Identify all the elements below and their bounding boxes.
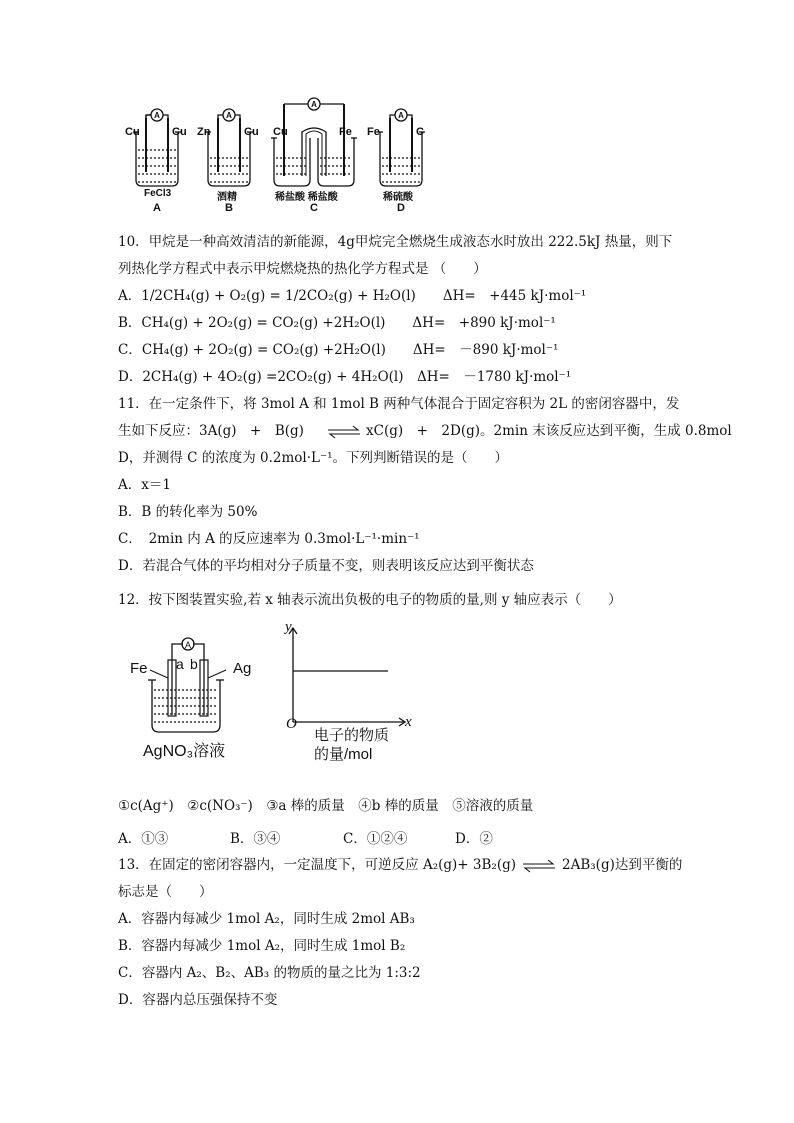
q10-option-d: D．2CH₄(g) + 4O₂(g) =2CO₂(g) + 4H₂O(l) ΔH= －1780 kJ·mol⁻¹ bbox=[118, 369, 572, 385]
apparatus-b-left-electrode: Zn bbox=[197, 126, 211, 138]
apparatus-d-right-electrode: C bbox=[416, 126, 424, 138]
ammeter-a-symbol: A bbox=[154, 111, 160, 120]
q12-rod-b-label: b bbox=[190, 656, 198, 672]
q11-stem-line2-part2: xC(g) + 2D(g)。2min 末该反应达到平衡，生成 0.8mol bbox=[366, 423, 732, 439]
apparatus-c-solution: 稀盐酸 稀盐酸 bbox=[275, 192, 338, 203]
q13-option-d: D．容器内总压强保持不变 bbox=[118, 992, 278, 1008]
q12-apparatus-drawing bbox=[0, 600, 794, 800]
q10-option-b: B．CH₄(g) + 2O₂(g) = CO₂(g) +2H₂O(l) ΔH= +890 kJ·mol⁻¹ bbox=[118, 315, 556, 331]
ammeter-b-symbol: A bbox=[226, 111, 232, 120]
reversible-arrow-icon bbox=[522, 860, 556, 872]
q10-stem-line1: 10．甲烷是一种高效清洁的新能源，4g甲烷完全燃烧生成液态水时放出 222.5kJ 热量，则下 bbox=[118, 234, 673, 250]
q13-option-b: B．容器内每减少 1mol A₂，同时生成 1mol B₂ bbox=[118, 938, 406, 954]
apparatus-d-solution: 稀硫酸 bbox=[383, 192, 413, 203]
q11-option-d: D．若混合气体的平均相对分子质量不变，则表明该反应达到平衡状态 bbox=[118, 558, 534, 574]
ammeter-d-symbol: A bbox=[398, 111, 404, 120]
q12-answer-c: C．①②④ bbox=[343, 831, 408, 847]
q12-right-electrode: Ag bbox=[233, 660, 252, 677]
q11-stem-line3: D，并测得 C 的浓度为 0.2mol·L⁻¹。下列判断错误的是（ ） bbox=[118, 450, 509, 466]
apparatus-b-solution: 酒精 bbox=[217, 192, 237, 203]
apparatus-a-letter: A bbox=[153, 202, 161, 214]
apparatus-a-right-electrode: Cu bbox=[172, 126, 187, 138]
q11-stem-line1: 11．在一定条件下，将 3mol A 和 1mol B 两种气体混合于固定容积为 2L 的密闭容器中，发 bbox=[118, 396, 680, 412]
q13-stem-line2: 标志是（ ） bbox=[118, 884, 213, 900]
apparatus-b-letter: B bbox=[225, 202, 233, 214]
q12-stem: 12．按下图装置实验,若 x 轴表示流出负极的电子的物质的量,则 y 轴应表示（ ） bbox=[118, 592, 622, 608]
q12-left-electrode: Fe bbox=[130, 660, 148, 677]
apparatus-c bbox=[271, 98, 357, 186]
q12-x-axis-label: x bbox=[405, 714, 412, 730]
q12-answer-b: B．③④ bbox=[230, 831, 281, 847]
q10-option-c: C．CH₄(g) + 2O₂(g) = CO₂(g) +2H₂O(l) ΔH= －890 kJ·mol⁻¹ bbox=[118, 342, 559, 358]
q13-option-a: A．容器内每减少 1mol A₂，同时生成 2mol AB₃ bbox=[118, 911, 415, 927]
q13-option-c: C．容器内 A₂、B₂、AB₃ 的物质的量之比为 1:3:2 bbox=[118, 965, 421, 981]
apparatus-b-right-electrode: Cu bbox=[244, 126, 259, 138]
ammeter-c-symbol: A bbox=[311, 100, 317, 109]
apparatus-c-letter: C bbox=[310, 202, 318, 214]
apparatus-d-letter: D bbox=[397, 202, 405, 214]
q12-y-axis-label: y bbox=[285, 619, 292, 635]
q11-stem-line2-part1: 生如下反应：3A(g) + B(g) bbox=[118, 423, 304, 439]
q12-origin-label: O bbox=[286, 716, 297, 732]
q11-option-b: B．B 的转化率为 50% bbox=[118, 504, 258, 520]
apparatus-c-left-electrode: Cu bbox=[273, 126, 288, 138]
q12-answer-d: D．② bbox=[455, 831, 493, 847]
q12-rod-a-label: a bbox=[176, 656, 184, 672]
apparatus-d-left-electrode: Fe bbox=[367, 126, 380, 138]
q12-solution-label: AgNO₃溶液 bbox=[143, 743, 226, 760]
apparatus-b bbox=[205, 109, 253, 186]
q11-option-c: C． 2min 内 A 的反应速率为 0.3mol·L⁻¹·min⁻¹ bbox=[118, 531, 420, 547]
apparatus-a bbox=[133, 109, 181, 186]
q12-answer-a: A．①③ bbox=[118, 831, 169, 847]
apparatus-d bbox=[377, 109, 425, 186]
apparatus-c-right-electrode: Fe bbox=[339, 126, 352, 138]
q13-stem-line1-part2: 2AB₃(g)达到平衡的 bbox=[562, 857, 683, 873]
q10-stem-line2: 列热化学方程式中表示甲烷燃烧热的热化学方程式是 （ ） bbox=[118, 261, 487, 277]
q12-x-axis-title-line2: 的量/mol bbox=[314, 746, 373, 763]
apparatus-a-left-electrode: Cu bbox=[125, 126, 140, 138]
q10-option-a: A．1/2CH₄(g) + O₂(g) = 1/2CO₂(g) + H₂O(l) ΔH= +445 kJ·mol⁻¹ bbox=[118, 288, 587, 304]
apparatus-a-solution: FeCl3 bbox=[144, 188, 172, 199]
reversible-arrow-icon bbox=[327, 426, 361, 438]
q13-stem-line1-part1: 13．在固定的密闭容器内，一定温度下，可逆反应 A₂(g)+ 3B₂(g) bbox=[118, 857, 517, 873]
q12-ammeter-symbol: A bbox=[184, 640, 192, 650]
q12-choices: ①c(Ag⁺) ②c(NO₃⁻) ③a 棒的质量 ④b 棒的质量 ⑤溶液的质量 bbox=[118, 798, 534, 814]
q12-x-axis-title-line1: 电子的物质 bbox=[314, 727, 390, 744]
q11-option-a: A．x＝1 bbox=[118, 477, 171, 493]
